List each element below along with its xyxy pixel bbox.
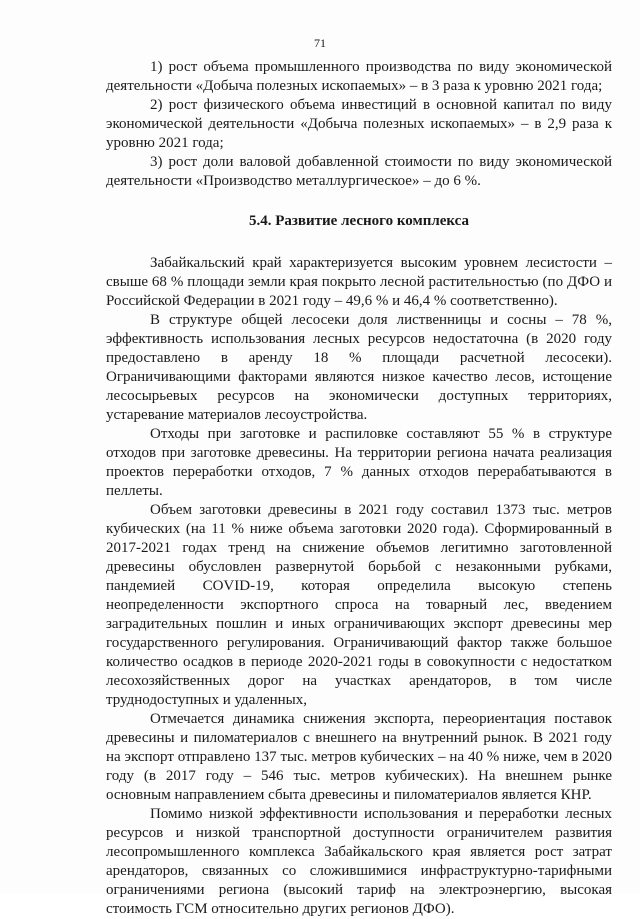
paragraph: Помимо низкой эффективности использования и переработки лесных ресурсов и низкой транспортной доступности ограничителем развития лесопромышленного комплекса Забайкальского края является рост затрат арендаторов, связанных со сложившимися инфраструктурно-тарифными ограничениями региона (высокий тариф на электроэнергию, высокая стоимость ГСМ относительно других регионов ДФО). bbox=[106, 806, 612, 917]
list-item: 1) рост объема промышленного производства по виду экономической деятельности «Добыча полезных ископаемых» – в 3 раза к уровню 2021 года; bbox=[106, 59, 612, 94]
page-content bbox=[106, 58, 612, 919]
paragraph: Объем заготовки древесины в 2021 году составил 1373 тыс. метров кубических (на 11 % ниже объема заготовки 2020 года). Сформированный в 2017-2021 годах тренд на снижение объемов легитимно заготовленной древесины обусловлен развернутой борьбой с незаконными рубками, пандемией COVID-19, которая определила высокую степень неопределенности экспортного спроса на товарный лес, введением заградительных пошлин и иных ограничивающих экспорт древесины мер государственного регулирования. Ограничивающий фактор также большое количество осадков в периоде 2020-2021 годы в совокупности с недостатком лесохозяйственных дорог на участках арендаторов, в том числе труднодоступных и удаленных, bbox=[106, 502, 612, 708]
paragraph: Забайкальский край характеризуется высоким уровнем лесистости – свыше 68 % площади земли края покрыто лесной растительностью (по ДФО и Российской Федерации в 2021 году – 49,6 % и 46,4 % соответственно). bbox=[106, 255, 612, 309]
paragraph: Отмечается динамика снижения экспорта, переориентация поставок древесины и пиломатериалов с внешнего на внутренний рынок. В 2021 году на экспорт отправлено 137 тыс. метров кубических – на 40 % ниже, чем в 2020 году (в 2017 году – 546 тыс. метров кубических). На внешнем рынке основным направлением сбыта древесины и пиломатериалов является КНР. bbox=[106, 711, 612, 803]
section-heading: 5.4. Развитие лесного комплекса bbox=[248, 213, 470, 229]
paragraph: Отходы при заготовке и распиловке составляют 55 % в структуре отходов при заготовке древесины. На территории региона начата реализация проектов переработки отходов, 7 % данных отходов перерабатываются в пеллеты. bbox=[106, 426, 612, 499]
page-number: 71 bbox=[314, 36, 326, 50]
paragraph: В структуре общей лесосеки доля лиственницы и сосны – 78 %, эффективность использования лесных ресурсов недостаточна (в 2020 году предоставлено в аренду 18 % площади расчетной лесосеки). Ограничивающими факторами являются низкое качество лесов, истощение лесосырьевых ресурсов на экономически доступных территориях, устаревание материалов лесоустройства. bbox=[106, 312, 612, 423]
list-item: 2) рост физического объема инвестиций в основной капитал по виду экономической деятельности «Добыча полезных ископаемых» – в 2,9 раза к уровню 2021 года; bbox=[106, 97, 612, 151]
list-item: 3) рост доли валовой добавленной стоимости по виду экономической деятельности «Производство металлургическое» – до 6 %. bbox=[106, 154, 612, 189]
